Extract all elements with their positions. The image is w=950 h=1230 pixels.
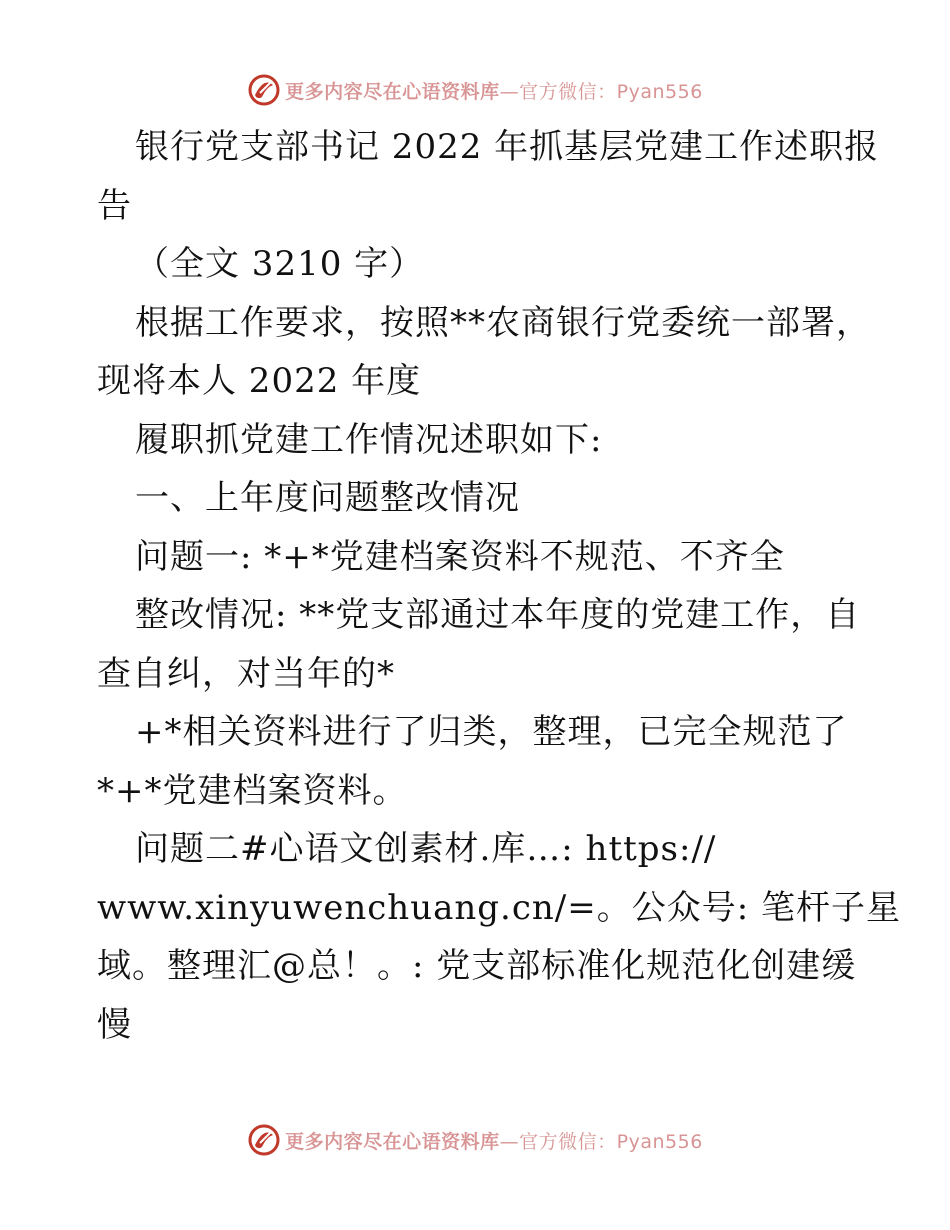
doc-paragraph-line: 整改情况: **党支部通过本年度的党建工作，自 bbox=[135, 595, 861, 635]
red-swirl-logo-icon bbox=[247, 1123, 281, 1157]
watermark-text: 更多内容尽在心语资料库—官方微信：Pyan556 bbox=[285, 80, 703, 103]
doc-paragraph-line: 问题二#心语文创素材.库…: https:// bbox=[135, 829, 717, 869]
doc-paragraph-line: 问题一: *+*党建档案资料不规范、不齐全 bbox=[135, 536, 785, 577]
doc-paragraph-line: 根据工作要求，按照**农商银行党委统一部署， bbox=[135, 302, 871, 343]
watermark-text: 更多内容尽在心语资料库—官方微信：Pyan556 bbox=[285, 1130, 703, 1153]
footer-watermark bbox=[0, 1120, 950, 1160]
doc-paragraph-line: +*相关资料进行了归类，整理，已完全规范了 bbox=[135, 712, 848, 752]
doc-paragraph-line: www.xinyuwenchuang.cn/=。公众号: 笔杆子星 bbox=[97, 887, 901, 928]
doc-paragraph-line: *+*党建档案资料。 bbox=[97, 770, 408, 811]
doc-word-count: （全文 3210 字） bbox=[135, 244, 425, 284]
document-body bbox=[97, 118, 901, 1054]
doc-paragraph-line: 慢 bbox=[97, 1004, 132, 1045]
header-watermark bbox=[0, 70, 950, 110]
doc-paragraph-line: 现将本人 2022 年度 bbox=[97, 361, 422, 401]
doc-paragraph-line: 域。整理汇@总！。: 党支部标准化规范化创建缓 bbox=[97, 946, 857, 986]
red-swirl-logo-icon bbox=[247, 73, 281, 107]
doc-paragraph-line: 履职抓党建工作情况述职如下: bbox=[135, 419, 603, 460]
doc-title-line-1: 银行党支部书记 2022 年抓基层党建工作述职报 bbox=[135, 127, 880, 167]
doc-paragraph-line: 查自纠，对当年的* bbox=[97, 653, 395, 694]
doc-section-heading: 一、上年度问题整改情况 bbox=[135, 478, 520, 518]
doc-title-line-2: 告 bbox=[97, 185, 132, 226]
